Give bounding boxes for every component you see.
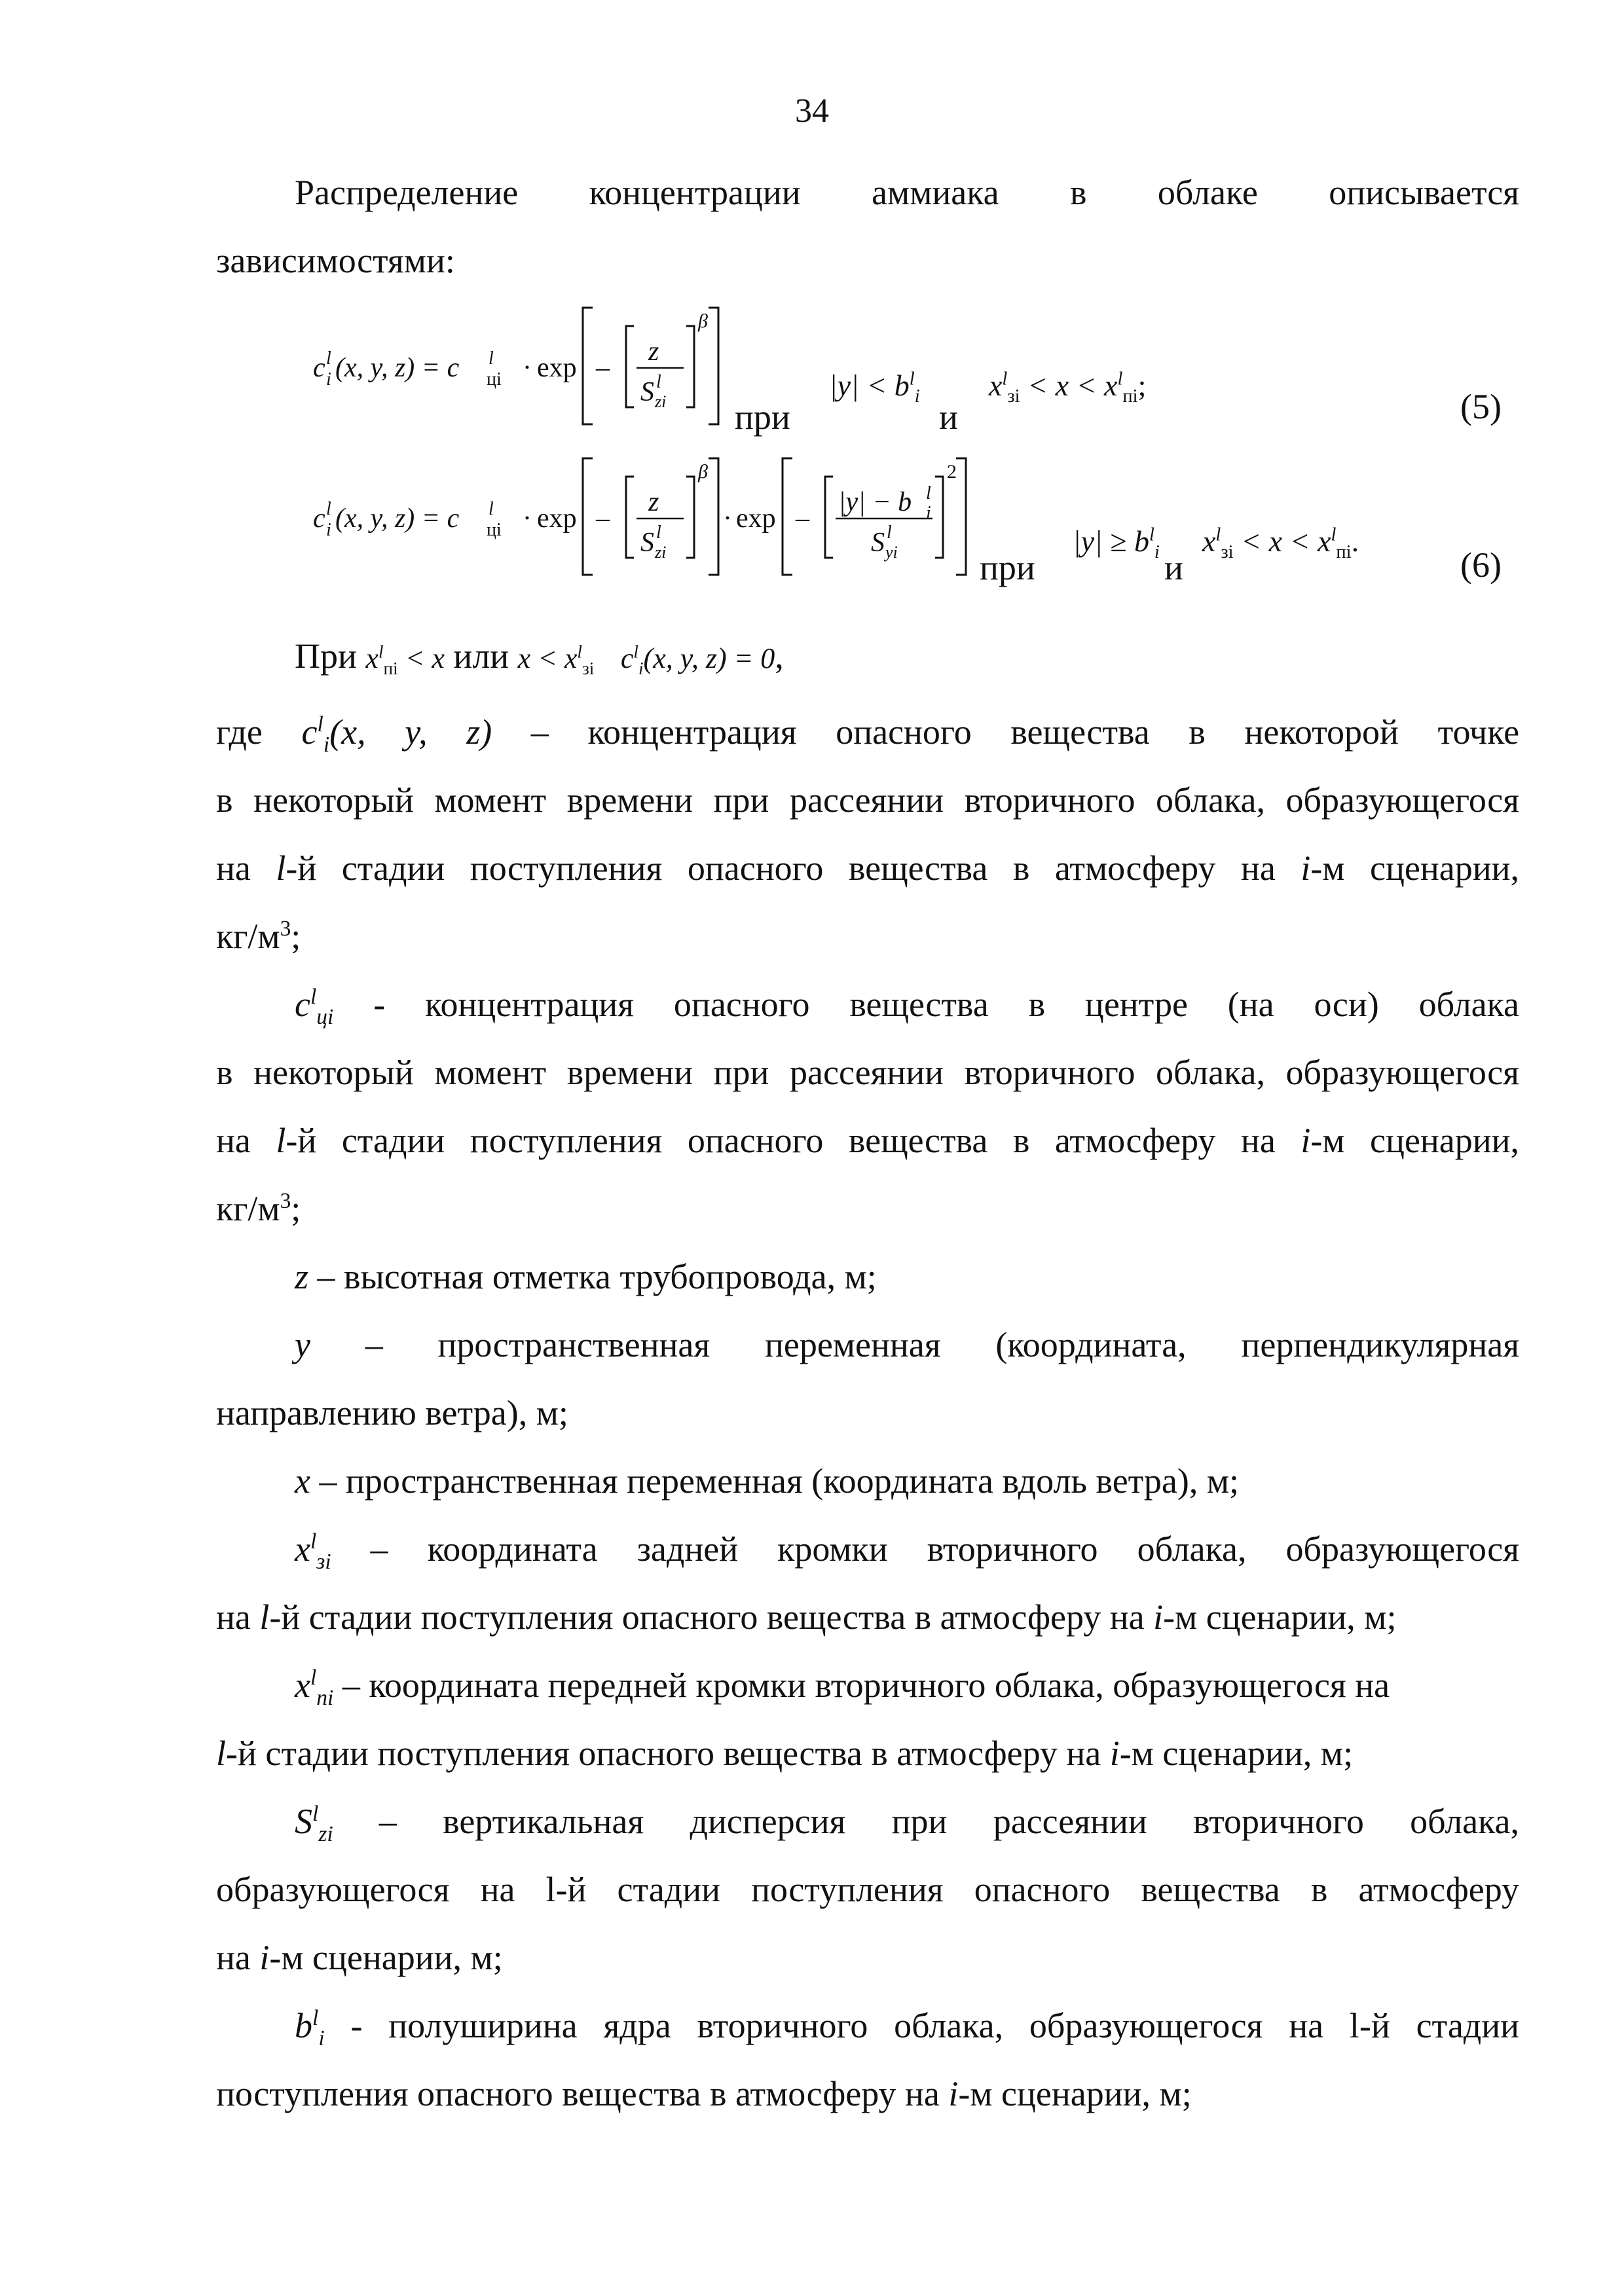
word: облаке (1157, 173, 1258, 212)
def-xz-line-2 (216, 1596, 1519, 1638)
zl-b (517, 642, 595, 678)
eq6-outer2-left (783, 458, 792, 575)
word: облака, (1410, 1802, 1520, 1841)
intro-line-2: зависимостями: (216, 241, 455, 280)
sup: l (633, 642, 638, 662)
word: – (370, 1529, 388, 1569)
text: , (775, 636, 784, 676)
sup: l (310, 985, 317, 1009)
word: на (480, 1870, 515, 1909)
eq6-args: (x, y, z) = c (335, 503, 460, 534)
text: -м сценарии, м; (1163, 1597, 1397, 1637)
text: i (1109, 1734, 1120, 1773)
text: b (295, 2006, 312, 2045)
eq6-lhs: c (313, 503, 325, 534)
text: |y| ≥ b (1073, 524, 1149, 558)
eq6-inner2-right (935, 477, 943, 558)
eq6-frac-num: z (648, 487, 659, 517)
word: вещества (849, 985, 989, 1024)
eq6-frac2-num: |y| − b (838, 487, 912, 517)
eq5-dot: · (523, 353, 532, 383)
word: концентрация (425, 985, 635, 1024)
word: l-й (1349, 2006, 1390, 2045)
eq6-s2-sub: yi (885, 543, 898, 562)
text: < x (397, 642, 445, 674)
word: при (891, 1802, 948, 1841)
word: l-й (545, 1870, 587, 1909)
word: вторичного (697, 2006, 868, 2045)
sup: l (310, 1529, 317, 1554)
text: x < x (517, 642, 578, 674)
def-xp-line-2 (216, 1732, 1519, 1774)
text: < x < x (1020, 369, 1118, 402)
sub: пi (1336, 542, 1352, 563)
eq6-outer2-right (956, 458, 966, 575)
word: опасного (673, 985, 810, 1024)
word: – (530, 712, 549, 752)
eq6-outer-left (583, 458, 593, 575)
text: кг/м (216, 917, 280, 956)
sub: зi (316, 1549, 331, 1574)
sup: l (1002, 369, 1008, 390)
sup: l (312, 2006, 319, 2030)
text: ; (291, 1189, 301, 1228)
eq6-power2: 2 (947, 461, 957, 483)
def-s-line-3 (216, 1937, 1519, 1978)
def-c-line-4 (216, 915, 1519, 957)
text: i (1153, 1597, 1164, 1637)
word: в (1070, 173, 1087, 212)
word: облака (1418, 985, 1519, 1024)
eq6-frac2-den: S (871, 528, 885, 558)
zl-a (365, 642, 445, 678)
eq5-frac-den: S (640, 377, 654, 407)
text: -й стадии поступления опасного вещества в атмосферу на (286, 1121, 1276, 1160)
eq5-exp: exp (537, 353, 577, 383)
def-c-line-1 (216, 711, 1520, 757)
word: переменная (764, 1325, 941, 1364)
text: на (216, 1938, 260, 1977)
text: (x, y, z) = 0 (643, 642, 775, 674)
eq6-pri: при (980, 548, 1035, 587)
text: x (295, 1529, 310, 1569)
text: -м сценарии, м; (1119, 1734, 1354, 1773)
sup: l (577, 642, 582, 662)
eq5-lhs-sup: l (326, 348, 331, 369)
word: вторичного (1193, 1802, 1364, 1841)
eq6-lhs-sup: l (326, 499, 331, 519)
def-xp-line-1 (295, 1664, 1519, 1710)
text: -м сценарии, (1310, 848, 1520, 888)
sub: zi (318, 1821, 333, 1846)
equation-number-5: (5) (1460, 387, 1502, 426)
eq6-s-sup: l (656, 522, 661, 543)
text: – высотная отметка трубопровода, м; (308, 1257, 877, 1296)
eq6-frac-den: S (640, 528, 654, 558)
text: поступления опасного вещества в атмосферу на (216, 2074, 949, 2113)
word: поступления (751, 1870, 944, 1909)
eq5-lhs-sub: i (326, 369, 331, 390)
eq6-s2-sup: l (887, 522, 892, 543)
text: -й стадии поступления опасного вещества в атмосферу на (226, 1734, 1110, 1773)
def-x-line (295, 1460, 1519, 1502)
eq6-inner-left (626, 477, 634, 558)
word: Распределение (295, 173, 519, 212)
sub: пi (316, 1685, 334, 1710)
word: оси) (1314, 985, 1379, 1024)
text (1301, 848, 1519, 888)
def-z-line (295, 1256, 1519, 1298)
eq6-s-sub: zi (655, 543, 667, 562)
word: задней (637, 1529, 739, 1569)
eq5-inner-right (686, 326, 694, 407)
eq5-outer-right (709, 308, 718, 424)
word: опасного (836, 712, 972, 752)
sub: i (1154, 542, 1160, 563)
eq6-dot: · (523, 503, 532, 534)
word: где (216, 712, 263, 752)
sub: i (914, 386, 920, 407)
text: l (276, 848, 286, 888)
word: рассеянии (993, 1802, 1147, 1841)
word: вещества (1010, 712, 1150, 752)
word: на (216, 1121, 251, 1160)
sym-xz (295, 1529, 331, 1574)
eq6-cond-a (1073, 524, 1160, 563)
word: центре (1084, 985, 1188, 1024)
word: вторичного (927, 1529, 1098, 1569)
word: образующегося (1285, 1529, 1520, 1569)
text: i (948, 2074, 959, 2113)
def-c-line-2: в некоторый момент времени при рассеянии вторичного облака, образующегося (216, 780, 1519, 820)
eq6-b-sup: l (926, 483, 931, 503)
sup: l (310, 1666, 317, 1690)
word: – (378, 1802, 397, 1841)
word: - (373, 985, 386, 1024)
eq5-pri: при (735, 397, 790, 437)
text: -м сценарии, м; (958, 2074, 1192, 2113)
eq6-lhs-sub: i (326, 520, 331, 540)
eq5-cond-b (989, 368, 1147, 407)
word: y (295, 1325, 310, 1364)
sup: l (312, 1802, 319, 1826)
word: пространственная (437, 1325, 710, 1364)
text: i (1301, 1121, 1311, 1160)
sub: пi (1122, 386, 1138, 407)
eq5-power: β (698, 310, 708, 332)
sub: i (323, 732, 330, 757)
text: кг/м (216, 1189, 280, 1228)
eq6-b-sub: i (926, 503, 931, 523)
sym-cc (295, 985, 334, 1029)
word: стадии (617, 1870, 720, 1909)
text: (x, y, z) (329, 712, 492, 752)
text: -м сценарии, (1310, 1121, 1520, 1160)
eq5-cond-a-text: |y| < b (829, 369, 910, 402)
eq5-args: (x, y, z) = c (335, 353, 460, 383)
word: образующегося (216, 1870, 450, 1909)
word: – (365, 1325, 383, 1364)
word: опасного (974, 1870, 1111, 1909)
def-cc-line-1 (295, 983, 1519, 1029)
word: образующегося (1029, 2006, 1263, 2045)
word: вертикальная (443, 1802, 644, 1841)
def-cc-line-3 (216, 1120, 1519, 1161)
text: -й стадии поступления опасного вещества в атмосферу на (269, 1597, 1154, 1637)
text: – координата передней кромки вторичного облака, образующегося на (333, 1666, 1390, 1705)
equation-5 (313, 308, 718, 424)
word: точке (1437, 712, 1520, 752)
text: ; (1137, 369, 1147, 402)
word: ядра (603, 2006, 671, 2045)
text: . (1351, 524, 1359, 558)
word: концентрация (587, 712, 797, 752)
word: При (295, 636, 357, 676)
word: в (1189, 712, 1206, 752)
def-cc-line-4 (216, 1188, 1519, 1230)
sup: l (378, 642, 384, 662)
text: – пространственная переменная (координата вдоль ветра), м; (310, 1461, 1240, 1501)
text (276, 848, 1275, 888)
eq5-cond-a (829, 368, 920, 407)
intro-line-1 (295, 172, 1519, 213)
eq5-frac-num: z (648, 337, 659, 367)
eq6-minus2: – (796, 503, 809, 534)
eq6-dot2: · (723, 503, 732, 534)
eq6-c-sub: цi (487, 520, 502, 540)
eq5-s-sup: l (656, 372, 661, 392)
text: l (216, 1734, 227, 1773)
word: (на (1227, 985, 1274, 1024)
word: в (1310, 1870, 1328, 1909)
text: c (295, 985, 310, 1024)
word: или (453, 636, 509, 676)
text: l (276, 1121, 286, 1160)
sym-xp (295, 1666, 334, 1710)
word: кромки (777, 1529, 888, 1569)
sym-s (295, 1802, 333, 1846)
word: перпендикулярная (1241, 1325, 1520, 1364)
text: x (295, 1461, 310, 1501)
text: ; (291, 917, 301, 956)
word: стадии (1416, 2006, 1520, 2045)
word: облака, (1137, 1529, 1247, 1569)
eq6-cond-b (1202, 524, 1359, 563)
word: в (1028, 985, 1046, 1024)
word: аммиака (872, 173, 999, 212)
sup: l (1149, 524, 1154, 545)
text: -й стадии поступления опасного вещества в атмосферу на (286, 848, 1276, 888)
word: (координата, (995, 1325, 1187, 1364)
text: x (295, 1666, 310, 1705)
sup: l (317, 712, 323, 737)
text (276, 1121, 1275, 1160)
eq6-outer-right (709, 458, 718, 575)
def-s-line-2 (216, 1868, 1519, 1910)
equation-number-6: (6) (1460, 545, 1502, 585)
text: i (259, 1938, 270, 1977)
sub: зi (1221, 542, 1234, 563)
word: описывается (1329, 173, 1520, 212)
eq5-s-sub: zi (655, 392, 667, 411)
def-y-line-2: направлению ветра), м; (216, 1393, 568, 1432)
word: на (216, 848, 251, 888)
word: облака, (894, 2006, 1004, 2045)
text: < x < x (1233, 524, 1331, 558)
sub: i (318, 2026, 325, 2050)
text: l (259, 1597, 270, 1637)
eq5-c-sub: цi (487, 369, 502, 390)
equation-6 (313, 458, 966, 575)
zl-c (620, 642, 775, 678)
word: на (1289, 2006, 1324, 2045)
text: z (295, 1257, 309, 1296)
sup: 3 (280, 917, 291, 941)
sup: l (1215, 524, 1221, 545)
sub: цi (316, 1004, 334, 1029)
word: полуширина (388, 2006, 578, 2045)
word: атмосферу (1358, 1870, 1519, 1909)
eq6-and: и (1164, 548, 1183, 587)
page-number: 34 (795, 92, 829, 130)
eq6-power: β (698, 461, 708, 483)
def-xz-line-1 (295, 1528, 1520, 1574)
eq6-minus: – (596, 503, 610, 534)
eq6-exp: exp (537, 503, 577, 534)
text: x (1202, 524, 1216, 558)
def-c-line-3 (216, 847, 1519, 889)
eq5-and: и (939, 397, 958, 437)
eq5-lhs: c (313, 353, 325, 383)
word: координата (427, 1529, 598, 1569)
sub: пi (383, 658, 398, 678)
word: некоторой (1244, 712, 1399, 752)
eq5-inner-left (626, 326, 634, 407)
def-cc-line-2: в некоторый момент времени при рассеянии вторичного облака, образующегося (216, 1053, 1519, 1092)
def-s-line-1 (295, 1800, 1520, 1846)
eq6-inner2-left (825, 477, 833, 558)
text: на (216, 1597, 260, 1637)
text: i (1301, 848, 1311, 888)
def-b-line-2 (216, 2073, 1519, 2115)
sub: i (638, 658, 644, 678)
sup: l (1117, 369, 1123, 390)
sub: зi (1007, 386, 1020, 407)
eq5-outer-left (583, 308, 593, 424)
eq6-c-sup: l (489, 499, 494, 519)
text: x (365, 642, 378, 674)
sym-c (301, 712, 492, 757)
sup: 3 (280, 1189, 291, 1213)
text: c (620, 642, 634, 674)
text: -м сценарии, м; (269, 1938, 503, 1977)
word: вещества (1141, 1870, 1280, 1909)
text: x (989, 369, 1003, 402)
word: концентрации (589, 173, 801, 212)
def-y-line-1 (295, 1324, 1519, 1366)
eq5-minus: – (596, 353, 610, 383)
sup: l (1331, 524, 1337, 545)
eq6-inner-right (686, 477, 694, 558)
word: дисперсия (690, 1802, 846, 1841)
text: S (295, 1802, 312, 1841)
text (1301, 1121, 1519, 1160)
sym-b (295, 2006, 325, 2050)
sub: зi (582, 658, 595, 678)
eq6-exp2: exp (736, 503, 776, 534)
def-b-line-1 (295, 2005, 1520, 2050)
sup: l (909, 369, 915, 390)
zero-condition-line (295, 635, 950, 680)
eq5-c-sup: l (489, 348, 494, 369)
text: c (301, 712, 318, 752)
word: - (350, 2006, 363, 2045)
